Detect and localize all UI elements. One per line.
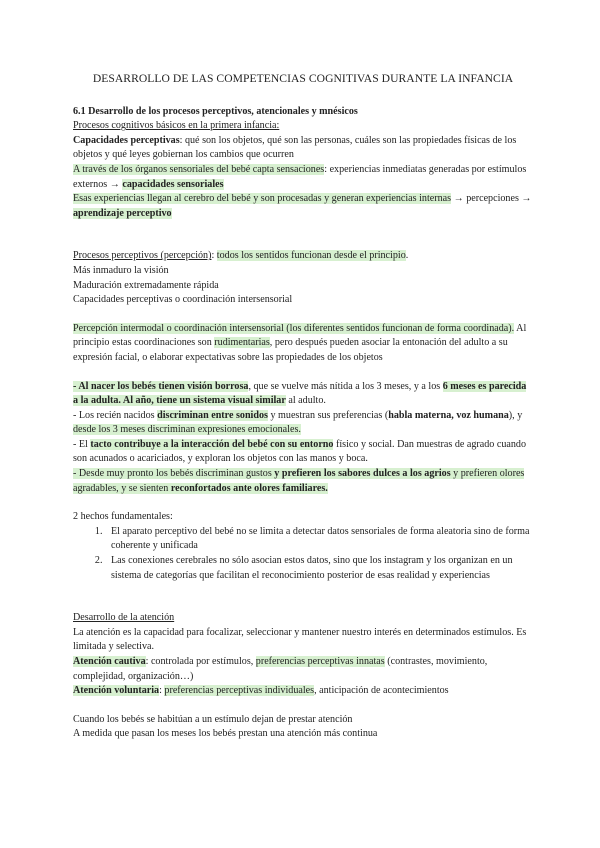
bullet-tacto [73, 438, 533, 467]
highlight-term: y prefieren los sabores dulces a los agrios [274, 468, 451, 480]
subheading: Desarrollo de la atención [73, 612, 175, 624]
text: , que se vuelve más nítida a los 3 meses, y a los [248, 380, 443, 392]
highlight: Percepción intermodal o coordinación intersensorial (los diferentes sentidos funcionan de forma coordinada). [73, 322, 515, 334]
text: físico y social. Dan muestras de agrado cuando son acunados o acariciados, y exploran los objetos con las manos y boca. [73, 438, 527, 465]
line: Más inmaduro la visión [73, 264, 169, 276]
highlight-term: discriminan entre sonidos [157, 409, 268, 421]
line: Cuando los bebés se habitúan a un estímulo dejan de prestar atención [73, 713, 353, 725]
text: : qué son los objetos, qué son las personas, cuáles son las propiedades físicas de los objetos y qué leyes gobiernan los cambios que ocurren [73, 134, 517, 161]
highlight-term: capacidades sensoriales [122, 178, 224, 190]
highlight: A través de los órganos sensoriales del bebé capta sensaciones [73, 163, 325, 175]
subheading: Procesos perceptivos (percepción) [73, 250, 212, 262]
paragraph-definicion: La atención es la capacidad para focalizar, seleccionar y mantener nuestro interés en determinados estímulos. Es limitada y selectiva. [73, 626, 527, 653]
document-title: DESARROLLO DE LAS COMPETENCIAS COGNITIVAS DURANTE LA INFANCIA [92, 72, 514, 85]
paragraph-organos [73, 163, 533, 192]
text: , anticipación de acontecimientos [314, 685, 449, 697]
bullet-sonidos [73, 409, 533, 438]
highlight: todos los sentidos funcionan desde el principio [216, 250, 406, 262]
list-intro: 2 hechos fundamentales: [73, 511, 173, 523]
highlight-term: 6 meses es parecida a la adulta. Al año, tiene un sistema visual similar [73, 380, 527, 407]
text: : controlada por estímulos, [145, 656, 256, 667]
term: habla materna, voz humana [388, 409, 509, 421]
paragraph-capacidades [73, 134, 533, 163]
text: - Los recién nacidos [73, 409, 158, 421]
highlight-term: reconfortados ante olores familiares. [170, 482, 328, 494]
document-body [73, 72, 533, 742]
paragraph-atencion-cautiva [73, 655, 533, 684]
text: y muestran sus preferencias ( [267, 409, 389, 421]
paragraph-intermodal [73, 322, 533, 366]
paragraph-cerebro [73, 192, 533, 221]
paragraph-procesos-perceptivos [73, 249, 533, 264]
text: . [405, 250, 409, 262]
highlight-term: Atención cautiva [73, 656, 146, 667]
numbered-list [73, 525, 533, 583]
text: : [159, 685, 165, 697]
highlight-term: aprendizaje perceptivo [73, 207, 172, 219]
text: al adulto. [285, 395, 326, 407]
highlight-term: Atención voluntaria [73, 685, 160, 697]
text: → percepciones → [451, 193, 532, 205]
section-heading: 6.1 Desarrollo de los procesos perceptivos, atencionales y mnésicos [73, 105, 358, 117]
bullet-gustos [73, 467, 533, 496]
text: : [211, 250, 217, 262]
text: : experiencias inmediatas generadas por estímulos externos → [73, 163, 527, 190]
term: Capacidades perceptivas [73, 134, 180, 146]
highlight: preferencias perceptivas individuales [164, 685, 315, 697]
list-item: 1. El aparato perceptivo del bebé no se limita a detectar datos sensoriales de forma aleatoria sino de forma coherente y unificada [105, 525, 533, 554]
highlight-term: tacto contribuye a la interacción del bebé con su entorno [90, 438, 334, 450]
text: , pero después pueden asociar la entonación del adulto a su expresión facial, o elaborar expectativas sobre las propiedades de los objetos [73, 337, 508, 363]
line: Maduración extremadamente rápida [73, 279, 219, 291]
highlight: preferencias perceptivas innatas [255, 656, 385, 667]
highlight: Esas experiencias llegan al cerebro del bebé y son procesadas y generan experiencias internas [73, 193, 452, 205]
text: ), y [508, 409, 523, 421]
highlight: - Desde muy pronto los bebés discriminan gustos [73, 468, 275, 480]
paragraph-atencion-voluntaria [73, 684, 533, 699]
subheading: Procesos cognitivos básicos en la primera infancia: [73, 120, 280, 132]
list-item: 2. Las conexiones cerebrales no sólo asocian estos datos, sino que los instagram y los organizan en un sistema de categorías que facilitan el reconocimiento posterior de esas realidad y experiencias [105, 554, 533, 583]
text: - El [73, 438, 91, 450]
line: A medida que pasan los meses los bebés prestan una atención más continua [73, 728, 378, 740]
text: (contrastes, movimiento, complejidad, organización…) [73, 656, 488, 682]
highlight: y prefieren olores agradables, y se sienten [73, 468, 525, 494]
line: Capacidades perceptivas o coordinación intersensorial [73, 294, 293, 306]
highlight: rudimentarias [214, 337, 270, 349]
text: Al principio estas coordinaciones son [73, 322, 527, 349]
bullet-vision [73, 380, 533, 409]
highlight: desde los 3 meses discriminan expresiones emocionales. [73, 424, 301, 436]
highlight-term: - Al nacer los bebés tienen visión borrosa [73, 380, 249, 392]
